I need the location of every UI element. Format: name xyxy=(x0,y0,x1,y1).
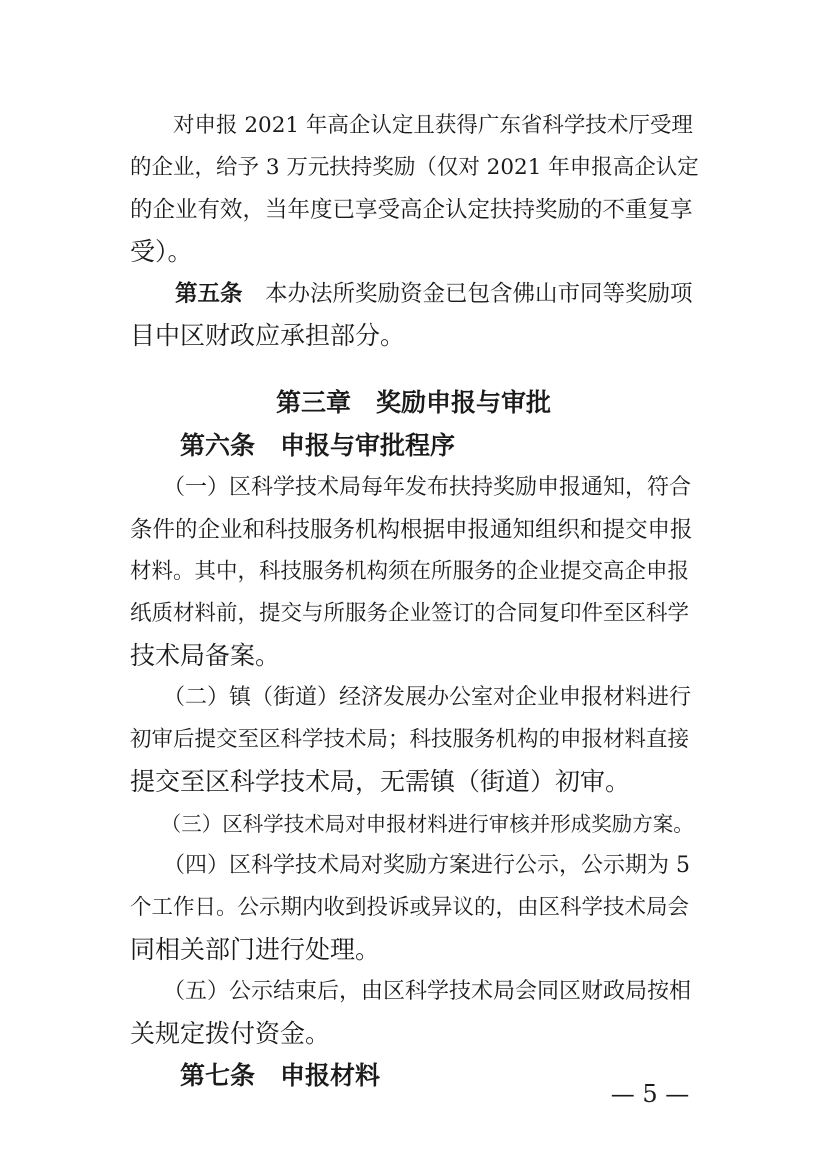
paragraph-line: 的企业有效，当年度已享受高企认定扶持奖励的不重复享 xyxy=(130,197,693,223)
article-6-heading: 第六条 申报与审批程序 xyxy=(130,431,456,460)
article-6-line: 材料。其中，科技服务机构须在所服务的企业提交高企申报 xyxy=(130,559,690,584)
article-6-line: （四）区科学技术局对奖励方案进行公示，公示期为 5 xyxy=(130,853,690,878)
article-6-line: 同相关部门进行处理。 xyxy=(130,935,381,964)
article-6-line: 关规定拨付资金。 xyxy=(130,1019,331,1048)
article-6-line: 初审后提交至区科学技术局；科技服务机构的申报材料直接 xyxy=(130,727,690,752)
paragraph-line: 对申报 2021 年高企认定且获得广东省科学技术厅受理 xyxy=(130,113,693,138)
paragraph-line: 受）。 xyxy=(130,237,193,266)
article-6-line: 提交至区科学技术局，无需镇（街道）初审。 xyxy=(130,767,631,796)
article-6-line: 个工作日。公示期内收到投诉或异议的，由区科学技术局会 xyxy=(130,895,690,920)
article-7-heading: 第七条 申报材料 xyxy=(130,1061,381,1090)
article-6-line: （五）公示结束后，由区科学技术局会同区财政局按相 xyxy=(130,979,692,1004)
article-6-line: 技术局备案。 xyxy=(130,641,281,670)
article-5-heading: 第五条 xyxy=(130,281,243,307)
page-number: — 5 — xyxy=(610,1080,690,1108)
chapter-title: 第三章 奖励申报与审批 xyxy=(275,388,551,417)
article-6-line: （二）镇（街道）经济发展办公室对企业申报材料进行 xyxy=(130,685,692,710)
article-5-text: 本办法所奖励资金已包含佛山市同等奖励项 xyxy=(242,281,693,307)
article-6-line: 条件的企业和科技服务机构根据申报通知组织和提交申报 xyxy=(130,517,693,543)
article-5-line-2: 目中区财政应承担部分。 xyxy=(130,321,406,350)
article-5-line xyxy=(130,274,693,314)
article-6-line: （三）区科学技术局对申报材料进行审核并形成奖励方案。 xyxy=(130,812,694,836)
article-6-line: （一）区科学技术局每年发布扶持奖励申报通知，符合 xyxy=(130,475,692,500)
article-6-line: 纸质材料前，提交与所服务企业签订的合同复印件至区科学 xyxy=(130,601,690,626)
paragraph-line: 的企业，给予 3 万元扶持奖励（仅对 2021 年申报高企认定 xyxy=(130,155,699,180)
